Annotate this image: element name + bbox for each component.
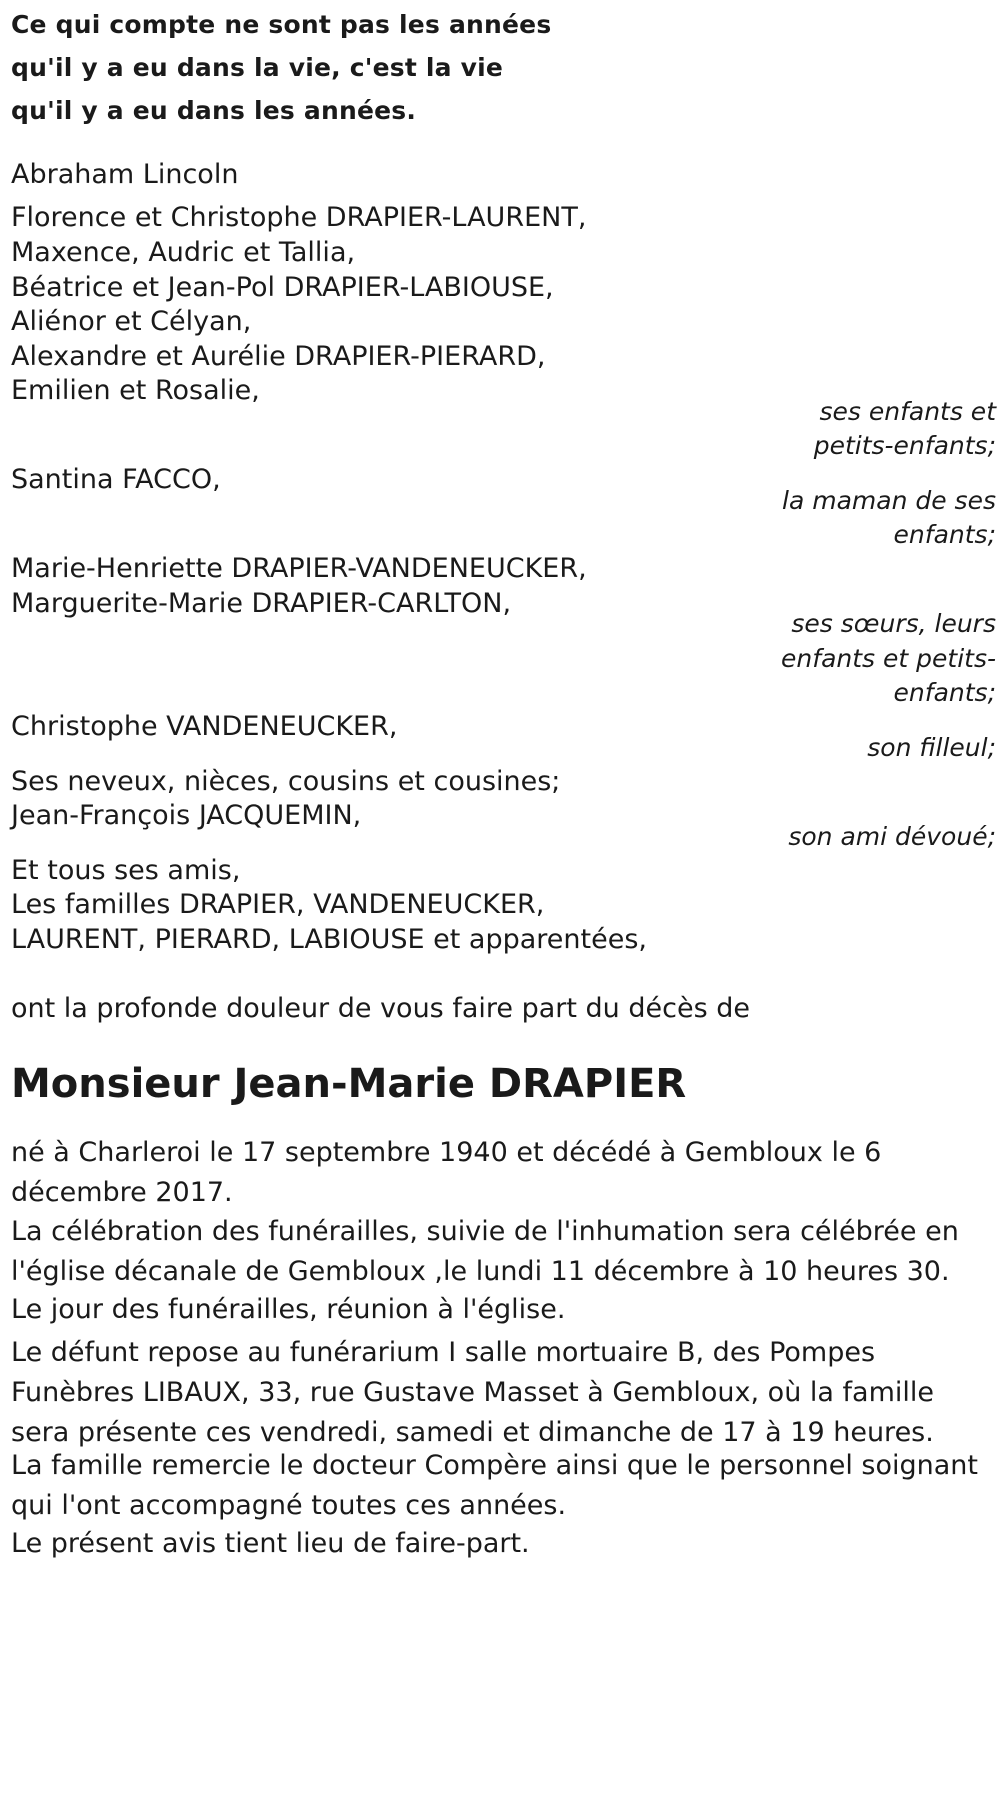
- family-line: Alexandre et Aurélie DRAPIER-PIERARD,: [11, 341, 546, 372]
- detail-paragraph: Le défunt repose au funérarium I salle mortuaire B, des Pompes Funèbres LIBAUX, 33, rue Gustave Masset à Gembloux, où la famille sera présente ces vendredi, samedi et dimanche de 17 à 19 heures.: [11, 1337, 934, 1448]
- family-role: enfants et petits-: [781, 644, 996, 673]
- family-role: petits-enfants;: [813, 431, 996, 460]
- family-line: Ses neveux, nièces, cousins et cousines;: [11, 766, 561, 797]
- family-line: Emilien et Rosalie,: [11, 375, 260, 406]
- family-role: son filleul;: [867, 733, 996, 762]
- family-role: la maman de ses: [782, 486, 996, 515]
- family-line: LAURENT, PIERARD, LABIOUSE et apparentées,: [11, 924, 647, 955]
- family-line: Marie-Henriette DRAPIER-VANDENEUCKER,: [11, 553, 587, 584]
- family-line: Béatrice et Jean-Pol DRAPIER-LABIOUSE,: [11, 272, 554, 303]
- detail-paragraph: La famille remercie le docteur Compère ainsi que le personnel soignant qui l'ont accompagné toutes ces années.: [11, 1450, 979, 1521]
- family-line: Jean-François JACQUEMIN,: [11, 800, 362, 831]
- detail-paragraph: Le présent avis tient lieu de faire-part.: [11, 1528, 530, 1559]
- detail-paragraph: La célébration des funérailles, suivie de l'inhumation sera célébrée en l'église décanale de Gembloux ,le lundi 11 décembre à 10 heures 30.: [11, 1216, 959, 1287]
- family-role: ses sœurs, leurs: [791, 609, 996, 638]
- quote-line: qu'il y a eu dans la vie, c'est la vie: [11, 53, 504, 82]
- family-line: Christophe VANDENEUCKER,: [11, 711, 398, 742]
- deceased-name: Monsieur Jean-Marie DRAPIER: [11, 1061, 687, 1107]
- family-line: Marguerite-Marie DRAPIER-CARLTON,: [11, 588, 512, 619]
- family-role: enfants;: [893, 520, 996, 549]
- quote-line: Ce qui compte ne sont pas les années: [11, 10, 552, 39]
- obituary-notice: [11, 0, 996, 1820]
- quote-line: qu'il y a eu dans les années.: [11, 96, 417, 125]
- detail-paragraph: né à Charleroi le 17 septembre 1940 et décédé à Gembloux le 6 décembre 2017.: [11, 1137, 882, 1208]
- family-role: enfants;: [893, 678, 996, 707]
- family-role: son ami dévoué;: [788, 822, 996, 851]
- announcement-text: ont la profonde douleur de vous faire part du décès de: [11, 993, 750, 1024]
- family-line: Et tous ses amis,: [11, 855, 241, 886]
- quote-author: Abraham Lincoln: [11, 159, 239, 190]
- family-line: Les familles DRAPIER, VANDENEUCKER,: [11, 889, 545, 920]
- family-line: Aliénor et Célyan,: [11, 306, 252, 337]
- family-line: Maxence, Audric et Tallia,: [11, 237, 356, 268]
- family-line: Florence et Christophe DRAPIER-LAURENT,: [11, 202, 587, 233]
- detail-paragraph: Le jour des funérailles, réunion à l'église.: [11, 1294, 566, 1325]
- family-line: Santina FACCO,: [11, 464, 221, 495]
- family-role: ses enfants et: [819, 397, 996, 426]
